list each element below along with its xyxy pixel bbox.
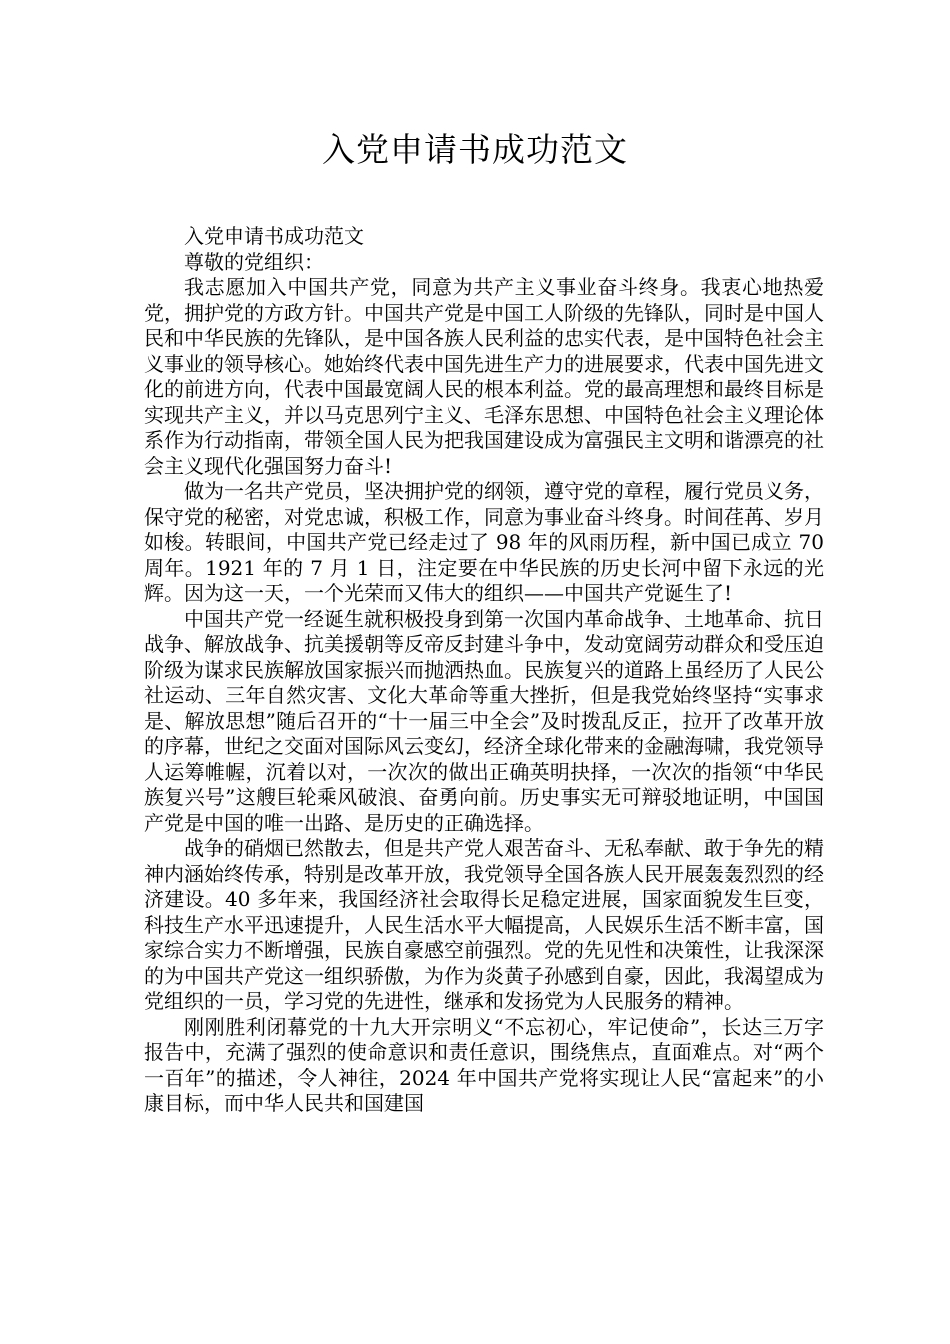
paragraph-2: 做为一名共产党员，坚决拥护党的纲领，遵守党的章程，履行党员义务，保守党的秘密，对党忠诚，积极工作，同意为事业奋斗终身。时间荏苒、岁月如梭。转眼间，中国共产党已经走过了 98 年的风雨历程，新中国已成立 70 周年。1921 年的 7 月 1 日，注定要在中华民族的历史长河中留下永远的光辉。因为这一天，一个光荣而又伟大的组织——中国共产党诞生了! — [144, 479, 824, 605]
paragraph-1: 我志愿加入中国共产党，同意为共产主义事业奋斗终身。我衷心地热爱党，拥护党的方政方针。中国共产党是中国工人阶级的先锋队，同时是中国人民和中华民族的先锋队，是中国各族人民利益的忠实代表，是中国特色社会主义事业的领导核心。她始终代表中国先进生产力的进展要求，代表中国先进文化的前进方向，代表中国最宽阔人民的根本利益。党的最高理想和最终目标是实现共产主义，并以马克思列宁主义、毛泽东思想、中国特色社会主义理论体系作为行动指南，带领全国人民为把我国建设成为富强民主文明和谐漂亮的社会主义现代化强国努力奋斗! — [144, 275, 824, 478]
paragraph-5: 刚刚胜利闭幕党的十九大开宗明义“不忘初心，牢记使命”，长达三万字报告中，充满了强烈的使命意识和责任意识，围绕焦点，直面难点。对“两个一百年”的描述，令人神往，2024 年中国共产党将实现让人民“富起来”的小康目标，而中华人民共和国建国 — [144, 1014, 824, 1115]
document-title: 入党申请书成功范文 — [322, 130, 628, 169]
document-body — [144, 224, 824, 1117]
paragraph-3: 中国共产党一经诞生就积极投身到第一次国内革命战争、土地革命、抗日战争、解放战争、抗美援朝等反帝反封建斗争中，发动宽阔劳动群众和受压迫阶级为谋求民族解放国家振兴而抛洒热血。民族复兴的道路上虽经历了人民公社运动、三年自然灾害、文化大革命等重大挫折，但是我党始终坚持“实事求是、解放思想”随后召开的“十一届三中全会”及时拨乱反正，拉开了改革开放的序幕，世纪之交面对国际风云变幻，经济全球化带来的金融海啸，我党领导人运筹帷幄，沉着以对，一次次的做出正确英明抉择，一次次的指领“中华民族复兴号”这艘巨轮乘风破浪、奋勇向前。历史事实无可辩驳地证明，中国国产党是中国的唯一出路、是历史的正确选择。 — [144, 606, 824, 835]
paragraph-heading-line: 入党申请书成功范文 — [184, 224, 364, 248]
paragraph-4: 战争的硝烟已然散去，但是共产党人艰苦奋斗、无私奉献、敢于争先的精神内涵始终传承，特别是改革开放，我党领导全国各族人民开展轰轰烈烈的经济建设。40 多年来，我国经济社会取得长足稳定进展，国家面貌发生巨变，科技生产水平迅速提升，人民生活水平大幅提高，人民娱乐生活不断丰富，国家综合实力不断增强，民族自豪感空前强烈。党的先见性和决策性，让我深深的为中国共产党这一组织骄傲，为作为炎黄子孙感到自豪，因此，我渴望成为党组织的一员，学习党的先进性，继承和发扬党为人民服务的精神。 — [144, 836, 824, 1013]
paragraph-salutation: 尊敬的党组织： — [184, 249, 324, 274]
